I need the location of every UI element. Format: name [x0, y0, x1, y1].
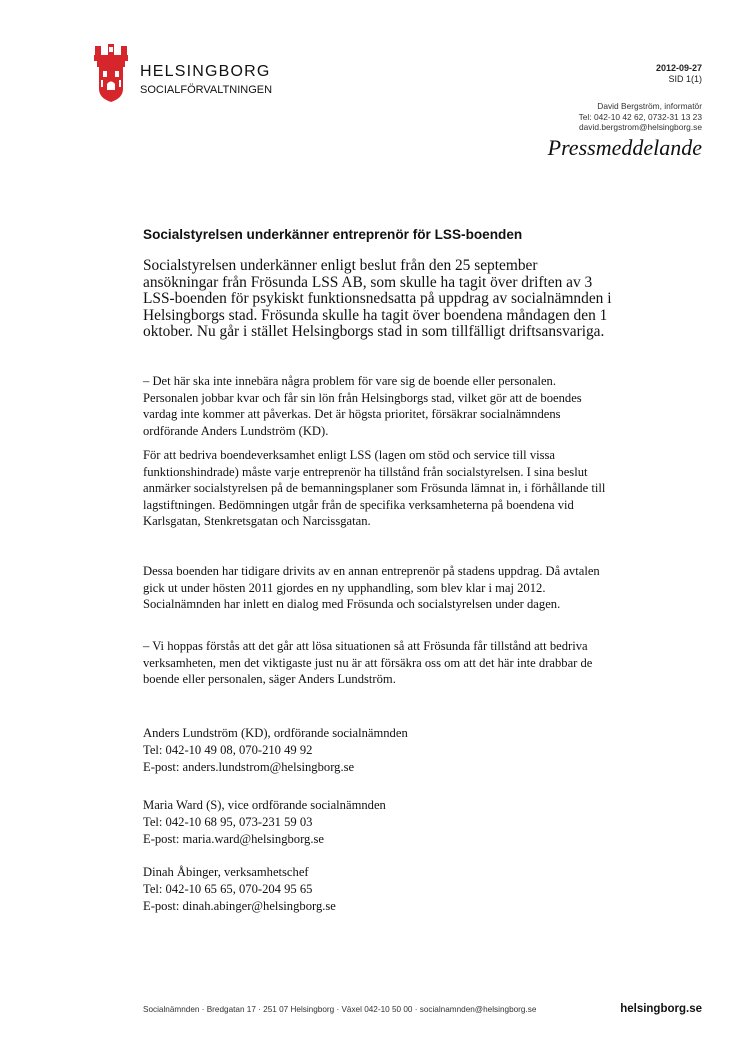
document-date: 2012-09-27: [655, 63, 702, 73]
contact-phone: Tel: 042-10 65 65, 070-204 95 65: [143, 882, 313, 896]
press-contact-email[interactable]: david.bergstrom@helsingborg.se: [578, 122, 702, 132]
press-contact: [579, 101, 702, 133]
org-name: HELSINGBORG: [140, 63, 271, 80]
lead-paragraph: Socialstyrelsen underkänner enligt beslut från den 25 september ansökningar från Frösunda LSS AB, som skulle ha tagit över driften av 3 LSS-boenden för psykiskt funktionsnedsatta på uppdrag av socialnämnden i Helsingborgs stad. Frösunda skulle ha tagit över boendena måndagen den 1 oktober. Nu går i stället Helsingborgs stad in som tillfälligt driftsansvariga.: [143, 257, 612, 341]
contact-name: Maria Ward (S), vice ordförande socialnämnden: [143, 798, 386, 812]
contact-entry: [143, 725, 613, 776]
headline: Socialstyrelsen underkänner entreprenör för LSS-boenden: [143, 227, 523, 242]
body-paragraph: – Det här ska inte innebära några problem för vare sig de boende eller personalen. Personalen jobbar kvar och får sin lön från Helsingborgs stad, vilket gör att de boendes vardag inte kommer att påverkas. Det är högsta prioritet, försäkrar socialnämndens ordförande Anders Lundström (KD).: [143, 374, 582, 438]
contact-phone: Tel: 042-10 68 95, 073-231 59 03: [143, 815, 313, 829]
contact-name: Anders Lundström (KD), ordförande socialnämnden: [143, 726, 408, 740]
org-department: SOCIALFÖRVALTNINGEN: [140, 84, 273, 96]
document-type: Pressmeddelande: [547, 135, 702, 160]
body-paragraph: För att bedriva boendeverksamhet enligt LSS (lagen om stöd och service till vissa funktionshindrade) måste varje entreprenör ha tillstånd från socialstyrelsen. I sina beslut anmärker socialstyrelsen på de bemanningsplaner som Frösunda lämnat in, i förhållande till lagstiftningen. Bedömningen utgår från de specifika verksamheterna på boendena vid Karlsgatan, Stenkretsgatan och Narcissgatan.: [143, 448, 606, 528]
contact-entry: [143, 864, 613, 915]
helsingborg-crest-logo-icon: [94, 44, 128, 102]
body-paragraph: – Vi hoppas förstås att det går att lösa situationen så att Frösunda får tillstånd att bedriva verksamheten, men det viktigaste just nu är att försäkra oss om att det här inte drabbar de boende eller personalen, säger Anders Lundström.: [143, 639, 593, 686]
document-meta: [656, 63, 702, 84]
contact-entry: [143, 797, 613, 848]
contact-email[interactable]: E-post: anders.lundstrom@helsingborg.se: [143, 760, 355, 774]
contact-email[interactable]: E-post: maria.ward@helsingborg.se: [143, 832, 324, 846]
footer-address: Socialnämnden · Bredgatan 17 · 251 07 Helsingborg · Växel 042-10 50 00 · socialnamnden@helsingborg.se: [143, 1005, 537, 1014]
press-contact-name: David Bergström, informatör: [597, 101, 702, 111]
contact-name: Dinah Åbinger, verksamhetschef: [143, 865, 309, 879]
footer-site-link[interactable]: helsingborg.se: [620, 1003, 702, 1015]
contact-email[interactable]: E-post: dinah.abinger@helsingborg.se: [143, 899, 336, 913]
contact-phone: Tel: 042-10 49 08, 070-210 49 92: [143, 743, 313, 757]
press-contact-phone: Tel: 042-10 42 62, 0732-31 13 23: [578, 111, 702, 122]
page-number: SID 1(1): [668, 73, 702, 84]
body-paragraph: Dessa boenden har tidigare drivits av en annan entreprenör på stadens uppdrag. Då avtalen gick ut under hösten 2011 gjordes en ny upphandling, som blev klar i maj 2012. Socialnämnden har inlett en dialog med Frösunda och socialstyrelsen under dagen.: [143, 564, 600, 611]
